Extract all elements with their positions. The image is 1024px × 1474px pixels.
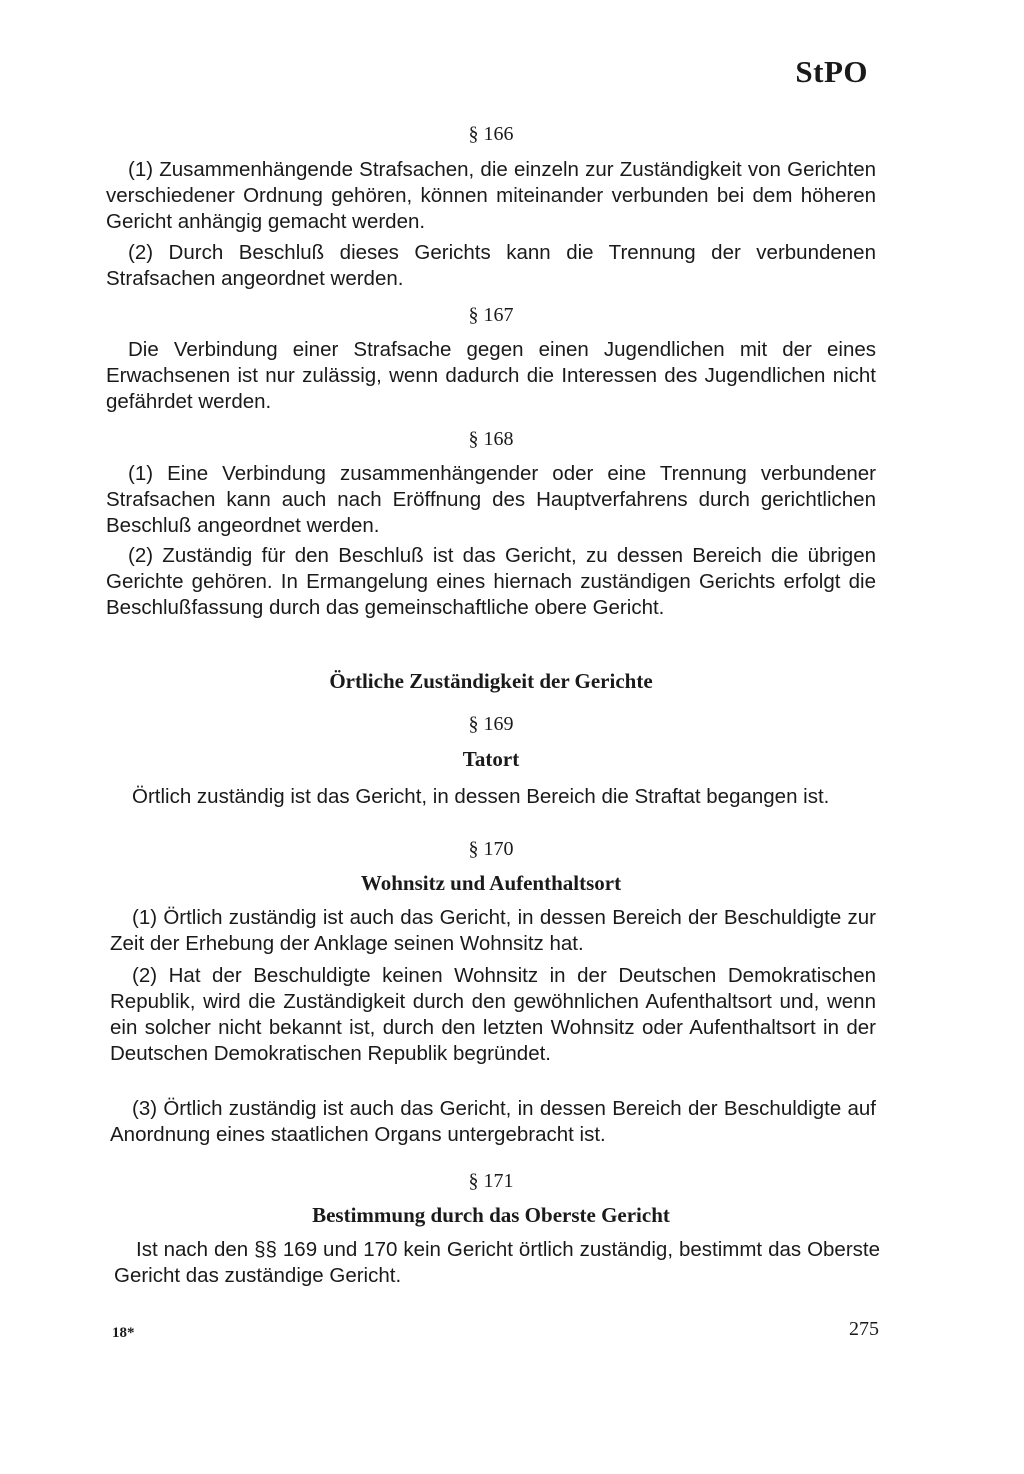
s169-paragraph-1: Örtlich zuständig ist das Gericht, in dessen Bereich die Straftat begangen ist. [132, 785, 830, 808]
s168-paragraph-2: (2) Zuständig für den Beschluß ist das Gericht, zu dessen Bereich die übrigen Gerichte gehören. In Ermangelung eines hiernach zuständigen Gerichts erfolgt die Beschlußfassung durch das gemeinschaftliche obere Gericht. [106, 544, 876, 619]
section-number-166: § 166 [468, 123, 514, 145]
chapter-heading: Örtliche Zuständigkeit der Gerichte [329, 669, 653, 693]
section-title-170: Wohnsitz und Aufenthaltsort [360, 871, 622, 895]
section-title-169: Tatort [462, 747, 520, 771]
running-head: StPO [795, 54, 868, 89]
s171-paragraph-1: Ist nach den §§ 169 und 170 kein Gericht örtlich zuständig, bestimmt das Oberste Gericht das zuständige Gericht. [114, 1238, 880, 1287]
section-number-170: § 170 [468, 838, 514, 860]
page-number: 275 [849, 1318, 879, 1340]
s168-paragraph-1: (1) Eine Verbindung zusammenhängender oder eine Trennung verbundener Strafsachen kann auch nach Eröffnung des Hauptverfahrens durch gerichtlichen Beschluß angeordnet werden. [106, 462, 876, 537]
s166-paragraph-2: (2) Durch Beschluß dieses Gerichts kann die Trennung der verbundenen Strafsachen angeordnet werden. [106, 241, 876, 290]
section-title-171: Bestimmung durch das Oberste Gericht [312, 1203, 670, 1227]
s167-paragraph-1: Die Verbindung einer Strafsache gegen einen Jugendlichen mit der eines Erwachsenen ist nur zulässig, wenn dadurch die Interessen des Jugendlichen nicht gefährdet werden. [106, 338, 876, 413]
section-number-168: § 168 [468, 428, 514, 450]
s170-paragraph-3: (3) Örtlich zuständig ist auch das Gericht, in dessen Bereich der Beschuldigte auf Anordnung eines staatlichen Organs untergebracht ist. [110, 1097, 876, 1146]
s170-paragraph-2: (2) Hat der Beschuldigte keinen Wohnsitz in der Deutschen Demokratischen Republik, wird die Zuständigkeit durch den gewöhnlichen Aufenthaltsort und, wenn ein solcher nicht bekannt ist, durch den letzten Wohnsitz oder Aufenthaltsort in der Deutschen Demokratischen Republik begründet. [110, 964, 876, 1065]
s166-paragraph-1: (1) Zusammenhängende Strafsachen, die einzeln zur Zuständigkeit von Gerichten verschiedener Ordnung gehören, können miteinander verbunden bei dem höheren Gericht anhängig gemacht werden. [106, 158, 876, 233]
section-number-171: § 171 [468, 1170, 514, 1192]
s170-paragraph-1: (1) Örtlich zuständig ist auch das Gericht, in dessen Bereich der Beschuldigte zur Zeit der Erhebung der Anklage seinen Wohnsitz hat. [110, 906, 876, 955]
signature-mark: 18* [112, 1325, 135, 1341]
section-number-169: § 169 [468, 713, 514, 735]
section-number-167: § 167 [468, 304, 514, 326]
